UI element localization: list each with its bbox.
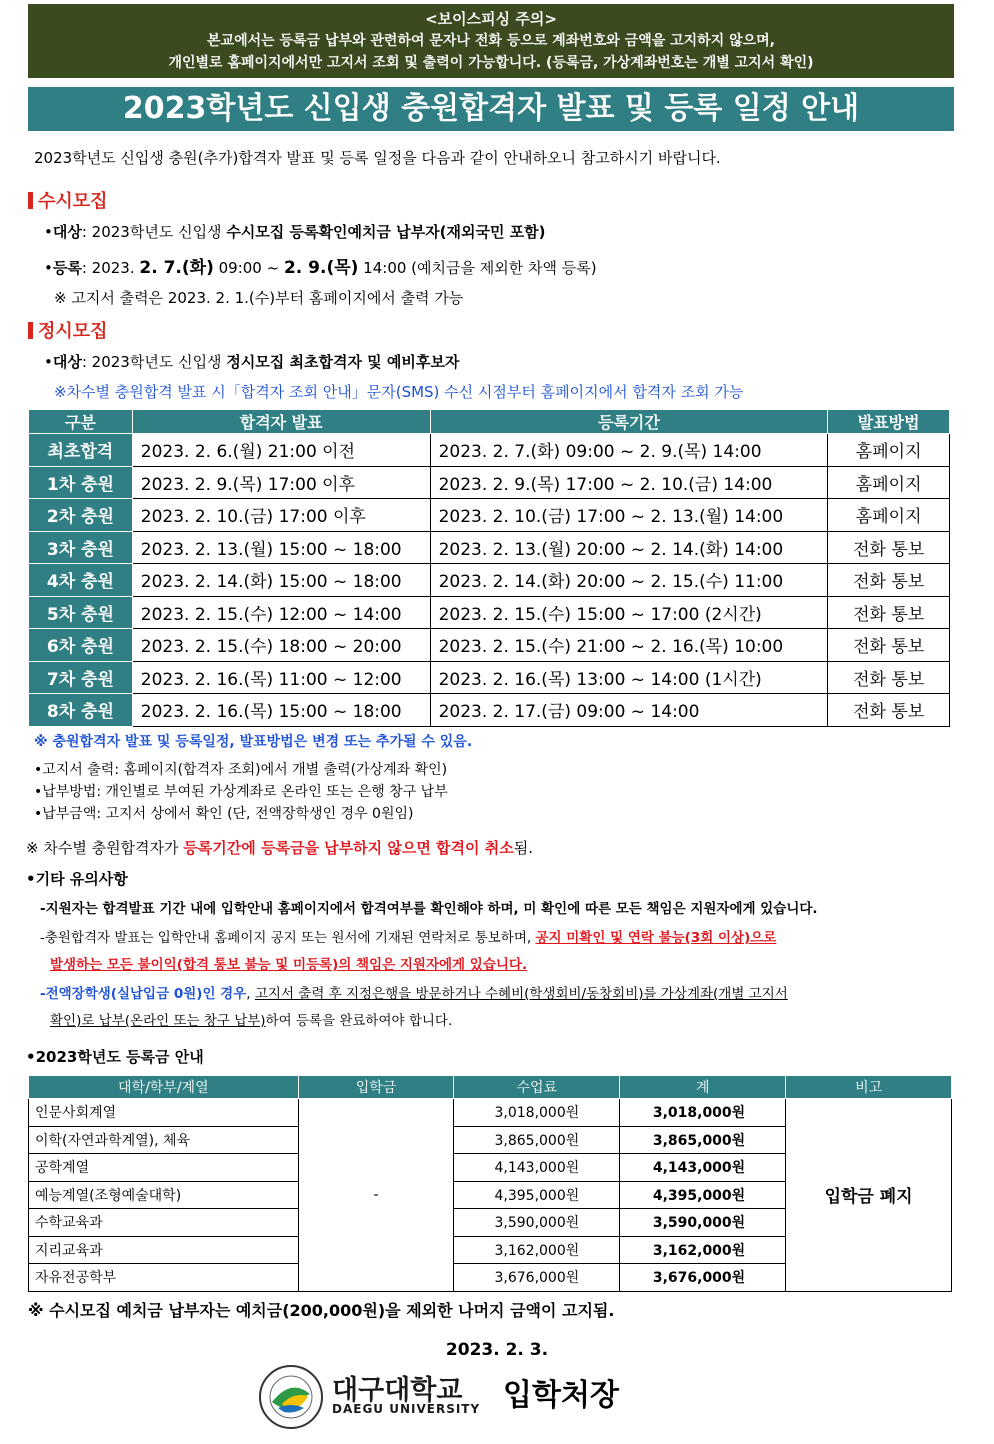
- round-label: 1차 충원: [29, 466, 133, 499]
- section-susi-heading: [28, 187, 108, 213]
- deposit-note: ※ 수시모집 예치금 납부자는 예치금(200,000원)을 제외한 나머지 금액이 고지됨.: [28, 1301, 615, 1320]
- susi-reg-p3: 14:00 (예치금을 제외한 차액 등록): [358, 259, 597, 277]
- dept-name: 자유전공학부: [29, 1264, 299, 1292]
- schedule-header-row: [29, 410, 950, 434]
- etc-p3-c: 수혜비(학생회비/동창회비)를 가상계좌(개별 고지서: [485, 986, 788, 1002]
- tuition-table: [28, 1075, 952, 1292]
- voice-phishing-notice: [28, 4, 954, 78]
- susi-target-plain: : 2023학년도 신입생: [81, 223, 227, 241]
- dept-name: 공학계열: [29, 1154, 299, 1182]
- tuition-header: 계: [620, 1076, 786, 1099]
- tuition-header: 비고: [786, 1076, 952, 1099]
- announce-time: 2023. 2. 15.(수) 12:00 ~ 14:00: [132, 596, 430, 629]
- warning-red: 등록기간에 등록금을 납부하지 않으면 합격이 취소: [183, 839, 514, 857]
- round-label: 5차 충원: [29, 596, 133, 629]
- payment-bullet-print: •고지서 출력: 홈페이지(합격자 조회)에서 개별 출력(가상계좌 확인): [34, 762, 448, 778]
- total-amount: 4,395,000원: [620, 1181, 786, 1209]
- registration-period: 2023. 2. 7.(화) 09:00 ~ 2. 9.(목) 14:00: [430, 434, 828, 467]
- total-amount: 3,676,000원: [620, 1264, 786, 1292]
- jeongsi-target-label: 대상: [52, 353, 82, 371]
- announce-method: 전화 통보: [828, 629, 950, 662]
- section-jeongsi-heading: [28, 317, 108, 343]
- etc-p2-plain: -충원합격자 발표는 입학안내 홈페이지 공지 또는 원서에 기재된 연락처로 통보하며,: [40, 930, 536, 946]
- etc-p2-red-2: 발생하는 모든 불이익(합격 통보 불능 및 미등록)의 책임은 지원자에게 있습니다.: [50, 957, 528, 973]
- schedule-table: [28, 409, 950, 727]
- registration-period: 2023. 2. 10.(금) 17:00 ~ 2. 13.(월) 14:00: [430, 499, 828, 532]
- registration-period: 2023. 2. 16.(목) 13:00 ~ 14:00 (1시간): [430, 661, 828, 694]
- warning-plain-1: ※ 차수별 충원합격자가: [26, 839, 184, 857]
- section-susi-label: 수시모집: [38, 191, 108, 212]
- tuition-amount: 3,865,000원: [454, 1126, 620, 1154]
- dept-name: 인문사회계열: [29, 1099, 299, 1127]
- table-row: [29, 629, 950, 662]
- issue-date: 2023. 2. 3.: [445, 1340, 549, 1360]
- etc-heading: •기타 유의사항: [26, 870, 128, 888]
- announce-time: 2023. 2. 16.(목) 15:00 ~ 18:00: [132, 694, 430, 727]
- schedule-change-note: ※ 충원합격자 발표 및 등록일정, 발표방법은 변경 또는 추가될 수 있음.: [34, 734, 473, 750]
- jeongsi-note: ※차수별 충원합격 발표 시「합격자 조회 안내」문자(SMS) 수신 시점부터 홈페이지에서 합격자 조회 가능: [54, 383, 744, 401]
- tuition-header-row: [29, 1076, 952, 1099]
- announce-time: 2023. 2. 16.(목) 11:00 ~ 12:00: [132, 661, 430, 694]
- susi-target-label: 대상: [52, 223, 82, 241]
- total-amount: 3,590,000원: [620, 1209, 786, 1237]
- susi-reg-p1: : 2023.: [81, 259, 140, 277]
- jeongsi-target-plain: : 2023학년도 신입생: [81, 353, 227, 371]
- round-label: 8차 충원: [29, 694, 133, 727]
- susi-reg-b2: 2. 9.(목): [283, 258, 359, 278]
- announce-time: 2023. 2. 10.(금) 17:00 이후: [132, 499, 430, 532]
- announce-method: 전화 통보: [828, 564, 950, 597]
- notice-line-1: 본교에서는 등록금 납부와 관련하여 문자나 전화 등으로 계좌번호와 금액을 고지하지 않으며,: [207, 33, 775, 49]
- etc-paragraph-3: [40, 981, 960, 1035]
- susi-reg-label: 등록: [52, 259, 82, 277]
- table-row: [29, 499, 950, 532]
- table-row: [29, 564, 950, 597]
- etc-p2-red-1: 공지 미확인 및 연락 불능(3회 이상)으로: [535, 930, 777, 946]
- fees-heading: •2023학년도 등록금 안내: [26, 1048, 204, 1066]
- announce-method: 전화 통보: [828, 531, 950, 564]
- tuition-amount: 3,162,000원: [454, 1236, 620, 1264]
- registration-period: 2023. 2. 17.(금) 09:00 ~ 14:00: [430, 694, 828, 727]
- susi-reg-b1: 2. 7.(화): [139, 258, 214, 278]
- table-row: [29, 434, 950, 467]
- announce-method: 전화 통보: [828, 596, 950, 629]
- etc-p3-e: 하여 등록을 완료하여야 합니다.: [265, 1013, 453, 1029]
- payment-bullet-method: •납부방법: 개인별로 부여된 가상계좌로 온라인 또는 은행 창구 납부: [34, 784, 448, 800]
- round-label: 4차 충원: [29, 564, 133, 597]
- tuition-amount: 4,395,000원: [454, 1181, 620, 1209]
- section-jeongsi-label: 정시모집: [38, 321, 108, 342]
- tuition-header: 입학금: [298, 1076, 454, 1099]
- announce-method: 홈페이지: [828, 499, 950, 532]
- announce-method: 홈페이지: [828, 466, 950, 499]
- dept-name: 지리교육과: [29, 1236, 299, 1264]
- etc-paragraph-2: [40, 925, 960, 979]
- announce-time: 2023. 2. 6.(월) 21:00 이전: [132, 434, 430, 467]
- jeongsi-target: •대상: 2023학년도 신입생 정시모집 최초합격자 및 예비후보자: [44, 353, 460, 371]
- schedule-header: 등록기간: [430, 410, 828, 434]
- dept-name: 수학교육과: [29, 1209, 299, 1237]
- page-title: 2023학년도 신입생 충원합격자 발표 및 등록 일정 안내: [28, 87, 954, 131]
- etc-p3-d: 확인)로 납부(온라인 또는 창구 납부): [50, 1013, 266, 1029]
- registration-period: 2023. 2. 13.(월) 20:00 ~ 2. 14.(화) 14:00: [430, 531, 828, 564]
- tuition-header: 대학/학부/계열: [29, 1076, 299, 1099]
- table-row: [29, 694, 950, 727]
- total-amount: 3,162,000원: [620, 1236, 786, 1264]
- announce-method: 전화 통보: [828, 694, 950, 727]
- dept-name: 이학(자연과학계열), 체육: [29, 1126, 299, 1154]
- schedule-header: 구분: [29, 410, 133, 434]
- susi-note: ※ 고지서 출력은 2023. 2. 1.(수)부터 홈페이지에서 출력 가능: [54, 289, 464, 307]
- registration-period: 2023. 2. 14.(화) 20:00 ~ 2. 15.(수) 11:00: [430, 564, 828, 597]
- etc-p1-text: -지원자는 합격발표 기간 내에 입학안내 홈페이지에서 합격여부를 확인해야 하며, 미 확인에 따른 모든 책임은 지원자에게 있습니다.: [40, 901, 818, 917]
- registration-period: 2023. 2. 15.(수) 21:00 ~ 2. 16.(목) 10:00: [430, 629, 828, 662]
- table-row: [29, 466, 950, 499]
- round-label: 3차 충원: [29, 531, 133, 564]
- total-amount: 4,143,000원: [620, 1154, 786, 1182]
- etc-p3-a: ,: [246, 986, 255, 1002]
- round-label: 6차 충원: [29, 629, 133, 662]
- jeongsi-target-bold: 정시모집 최초합격자 및 예비후보자: [226, 353, 460, 371]
- section-marker-icon: [28, 192, 33, 209]
- schedule-header: 합격자 발표: [132, 410, 430, 434]
- etc-p3-b: 고지서 출력 후 지정은행을 방문하거나: [254, 986, 485, 1002]
- total-amount: 3,865,000원: [620, 1126, 786, 1154]
- announce-method: 홈페이지: [828, 434, 950, 467]
- tuition-amount: 4,143,000원: [454, 1154, 620, 1182]
- tuition-amount: 3,590,000원: [454, 1209, 620, 1237]
- notice-title: <보이스피싱 주의>: [425, 10, 557, 28]
- warning-plain-2: 됨.: [513, 839, 533, 857]
- registration-period: 2023. 2. 9.(목) 17:00 ~ 2. 10.(금) 14:00: [430, 466, 828, 499]
- round-label: 7차 충원: [29, 661, 133, 694]
- etc-p3-blue: -전액장학생(실납입금 0원)인 경우: [40, 986, 247, 1002]
- announce-method: 전화 통보: [828, 661, 950, 694]
- round-label: 2차 충원: [29, 499, 133, 532]
- intro-text: 2023학년도 신입생 충원(추가)합격자 발표 및 등록 일정을 다음과 같이 안내하오니 참고하시기 바랍니다.: [34, 149, 721, 167]
- tuition-header: 수업료: [454, 1076, 620, 1099]
- susi-registration: •등록: 2023. 2. 7.(화) 09:00 ~ 2. 9.(목) 14:00 (예치금을 제외한 차액 등록): [44, 258, 597, 278]
- notice-line-2: 개인별로 홈페이지에서만 고지서 조회 및 출력이 가능합니다. (등록금, 가상계좌번호는 개별 고지서 확인): [168, 55, 814, 71]
- announce-time: 2023. 2. 13.(월) 15:00 ~ 18:00: [132, 531, 430, 564]
- tuition-amount: 3,676,000원: [454, 1264, 620, 1292]
- announce-time: 2023. 2. 15.(수) 18:00 ~ 20:00: [132, 629, 430, 662]
- tuition-amount: 3,018,000원: [454, 1099, 620, 1127]
- dept-name: 예능계열(조형예술대학): [29, 1181, 299, 1209]
- announce-time: 2023. 2. 14.(화) 15:00 ~ 18:00: [132, 564, 430, 597]
- section-marker-icon: [28, 322, 33, 339]
- registration-period: 2023. 2. 15.(수) 15:00 ~ 17:00 (2시간): [430, 596, 828, 629]
- susi-target: •대상: 2023학년도 신입생 수시모집 등록확인예치금 납부자(재외국민 포함): [44, 223, 546, 241]
- university-name-en: DAEGU UNIVERSITY: [332, 1402, 481, 1416]
- round-label: 최초합격: [29, 434, 133, 467]
- table-row: [29, 531, 950, 564]
- etc-paragraph-1: [40, 896, 960, 923]
- table-row: [29, 1099, 952, 1127]
- total-amount: 3,018,000원: [620, 1099, 786, 1127]
- announce-time: 2023. 2. 9.(목) 17:00 이후: [132, 466, 430, 499]
- payment-bullet-amount: •납부금액: 고지서 상에서 확인 (단, 전액장학생인 경우 0원임): [34, 806, 414, 822]
- susi-target-bold: 수시모집 등록확인예치금 납부자(재외국민 포함): [226, 223, 546, 241]
- schedule-header: 발표방법: [828, 410, 950, 434]
- table-row: [29, 661, 950, 694]
- university-seal-icon: [258, 1364, 324, 1430]
- table-row: [29, 596, 950, 629]
- susi-reg-p2: 09:00 ~: [213, 259, 284, 277]
- cancellation-warning: [26, 837, 533, 858]
- university-name-kr: 대구대학교: [332, 1375, 463, 1406]
- remark: 입학금 폐지: [786, 1099, 952, 1292]
- admissions-office-head: 입학처장: [503, 1378, 619, 1413]
- admission-fee: -: [298, 1099, 454, 1292]
